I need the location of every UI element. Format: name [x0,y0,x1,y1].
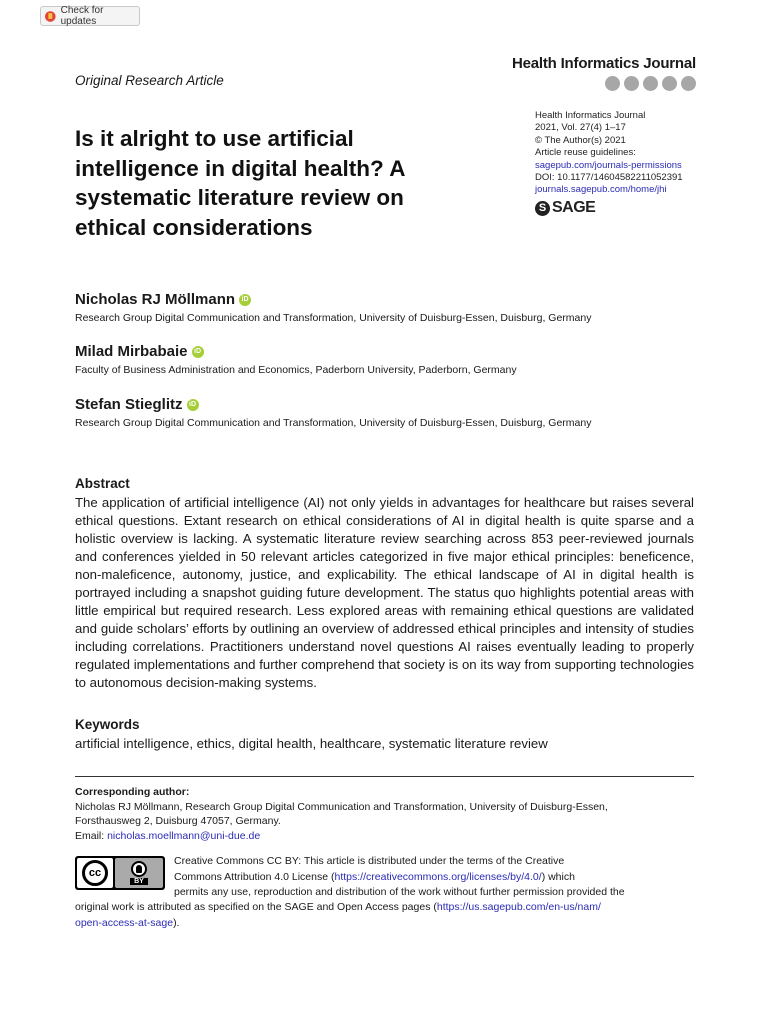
license-line: original work is attributed as specified on the SAGE and Open Access pages ( [75,901,437,913]
meta-doi: DOI: 10.1177/14604582211052391 [535,172,683,184]
journal-dot [643,76,658,91]
email-label: Email: [75,829,108,842]
corresponding-address-line: Forsthausweg 2, Duisburg 47057, Germany. [75,815,281,827]
check-for-updates-label: Check for updates [60,5,104,27]
author-name: Stefan Stieglitz [75,396,183,413]
author-affiliation: Faculty of Business Administration and Economics, Paderborn University, Paderborn, Germany [75,364,517,376]
cc-by-logo [75,856,165,890]
journal-dots-logo [605,76,696,91]
sage-s-icon: S [535,201,550,216]
abstract-text: The application of artificial intelligence (AI) not only yields in advantages for healthcare but raises several ethical questions. Extant research on ethical considerations of AI in digital health is quite sparse and a holistic overview is lacking. A systematic literature review searching across 853 peer-reviewed journals and conferences yielded in 50 relevant articles categorized in five major ethical principles: beneficence, non-maleficence, autonomy, justice, and explicability. The ethical landscape of AI in digital health is portrayed including a snapshot guiding future development. The status quo highlights potential areas with little empirical but required research. Less explored areas with remaining ethical questions are validated and guide scholars’ efforts by outlining an overview of addressed ethical principles and intensity of studies including correlations. Practitioners understand novel questions AI raises eventually leading to properly regulated implementations and further comprehend that society is on its way from supporting technologies to autonomous decision-making systems. [75,495,694,690]
author-affiliation: Research Group Digital Communication and Transformation, University of Duisburg-Essen, Duisburg, Germany [75,417,592,429]
corresponding-address-line: Nicholas RJ Möllmann, Research Group Digital Communication and Transformation, University of Duisburg-Essen, [75,800,608,813]
license-line: ). [173,916,180,929]
author-name: Nicholas RJ Möllmann [75,291,236,308]
orcid-icon[interactable]: iD [239,294,251,306]
license-line: Commons Attribution 4.0 License ( [174,870,335,883]
reuse-guidelines-link[interactable]: sagepub.com/journals-permissions [535,159,682,171]
cc-license-link[interactable]: https://creativecommons.org/licenses/by/4.0/ [334,870,542,883]
abstract-heading: Abstract [75,476,130,491]
keywords-heading: Keywords [75,717,140,732]
meta-journal: Health Informatics Journal [535,110,646,121]
article-type: Original Research Article [75,73,224,88]
email-link[interactable]: nicholas.moellmann@uni-due.de [107,829,261,842]
journal-dot [605,76,620,91]
journal-name: Health Informatics Journal [511,55,696,72]
cc-icon: cc [82,860,108,886]
license-line: Creative Commons CC BY: This article is distributed under the terms of the Creative [174,855,565,867]
author-block [75,343,517,376]
license-text [174,854,694,901]
divider [75,776,694,777]
journal-homepage-link[interactable]: journals.sagepub.com/home/jhi [535,184,667,196]
bookmark-icon [45,10,56,23]
journal-dot [662,76,677,91]
orcid-icon[interactable]: iD [192,346,204,358]
sage-logo-text: SAGE [552,199,596,216]
corresponding-author-heading: Corresponding author: [75,786,190,798]
author-name: Milad Mirbabaie [75,343,188,360]
meta-volume: 2021, Vol. 27(4) 1–17 [535,122,626,134]
keywords-text: artificial intelligence, ethics, digital health, healthcare, systematic literature review [75,736,548,751]
license-line: ) which [541,870,575,883]
by-badge: BY [130,878,148,885]
author-block [75,291,591,324]
author-affiliation: Research Group Digital Communication and Transformation, University of Duisburg-Essen, Duisburg, Germany [75,312,592,324]
author-block [75,396,591,429]
attribution-person-icon [131,861,147,877]
license-line: permits any use, reproduction and distribution of the work without further permission provided the [174,886,625,898]
meta-reuse-label: Article reuse guidelines: [535,147,636,159]
sage-logo [535,199,595,217]
journal-dot [624,76,639,91]
license-text-continued [75,900,695,931]
open-access-link[interactable]: open-access-at-sage [75,916,174,929]
check-for-updates-button[interactable] [40,6,140,26]
journal-meta [535,110,683,197]
corresponding-author [75,785,694,843]
article-title: Is it alright to use artificial intelligence in digital health? A systematic literature review on ethical considerations [75,126,405,240]
orcid-icon[interactable]: iD [187,399,199,411]
meta-copyright: © The Author(s) 2021 [535,134,626,146]
open-access-link[interactable]: https://us.sagepub.com/en-us/nam/ [436,901,601,913]
journal-dot [681,76,696,91]
